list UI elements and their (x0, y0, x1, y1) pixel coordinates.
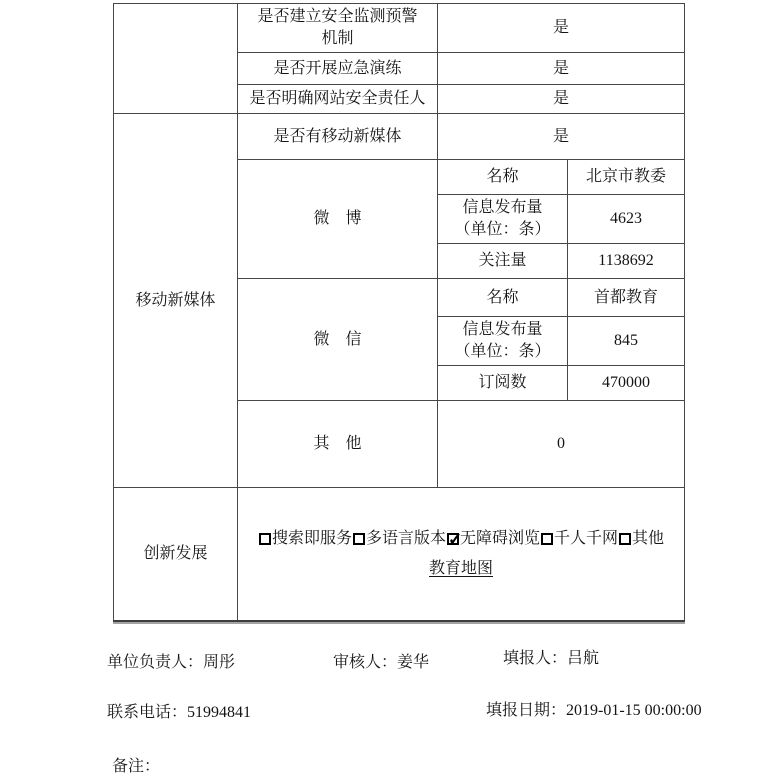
checkbox-label: 多语言版本 (365, 529, 446, 547)
cell-value-weibo-name: 北京市教委 (568, 160, 685, 195)
cell-label-wechat-subscribers: 订阅数 (438, 366, 568, 401)
checkbox-qianren-qianwang[interactable] (541, 533, 553, 545)
footer-label: 审核人： (333, 654, 398, 671)
cell-value-security-owner: 是 (438, 85, 685, 114)
checkbox-other[interactable] (619, 533, 631, 545)
footer-unit-head (107, 654, 235, 672)
cell-value-wechat-posts: 845 (568, 317, 685, 366)
cell-value-weibo-followers: 1138692 (568, 244, 685, 279)
cell-value-emergency-drill: 是 (438, 53, 685, 85)
cell-section-mobile-media: 移动新媒体 (114, 114, 238, 488)
cell-label-weibo-posts (438, 195, 568, 244)
footer-fill-date (486, 702, 702, 720)
footer-label: 填报日期： (486, 702, 567, 719)
footer-value-unit-head: 周彤 (203, 654, 236, 671)
cell-label-other-media: 其 他 (238, 401, 438, 488)
checkbox-label: 无障碍浏览 (460, 529, 541, 547)
cell-label-emergency-drill: 是否开展应急演练 (238, 53, 438, 85)
cell-value-weibo-posts: 4623 (568, 195, 685, 244)
footer-remarks-label: 备注： (112, 758, 161, 775)
cell-label-wechat-posts (438, 317, 568, 366)
footer-reviewer (333, 654, 429, 672)
checkbox-item-multilingual (352, 530, 446, 547)
label-line: 信息发布量 (462, 321, 543, 338)
cell-label-wechat-name: 名称 (438, 279, 568, 317)
cell-value-wechat-subscribers: 470000 (568, 366, 685, 401)
innovation-checkbox-row (242, 525, 680, 553)
footer-label: 联系电话： (107, 704, 188, 721)
innovation-other-detail: 教育地图 (429, 559, 494, 577)
footer-value-fill-date: 2019-01-15 00:00:00 (566, 702, 702, 719)
label-line: （单位：条） (454, 221, 551, 238)
checkbox-label: 搜索即服务 (271, 529, 352, 547)
checkbox-item-qianren-qianwang (540, 530, 618, 547)
footer-value-reviewer: 姜华 (397, 654, 430, 671)
footer-label: 单位负责人： (107, 654, 204, 671)
cell-section-innovation: 创新发展 (114, 488, 238, 621)
innovation-other-detail-row (242, 555, 680, 583)
cell-label-has-mobile-media: 是否有移动新媒体 (238, 114, 438, 160)
cell-label-wechat: 微 信 (238, 279, 438, 401)
cell-value-security-monitor-mechanism: 是 (438, 4, 685, 53)
annual-report-table (113, 3, 685, 622)
cell-label-weibo-followers: 关注量 (438, 244, 568, 279)
checkbox-multilingual[interactable] (353, 533, 365, 545)
cell-label-security-monitor-mechanism (238, 4, 438, 53)
label-line: 是否建立安全监测预警 (257, 8, 418, 25)
footer-label: 填报人： (503, 650, 568, 667)
cell-label-security-owner: 是否明确网站安全责任人 (238, 85, 438, 114)
footer-filler (503, 650, 599, 668)
checkbox-accessibility[interactable] (447, 533, 459, 545)
cell-label-weibo-name: 名称 (438, 160, 568, 195)
cell-value-wechat-name: 首都教育 (568, 279, 685, 317)
cell-value-other-media: 0 (438, 401, 685, 488)
checkbox-label: 千人千网 (554, 529, 619, 547)
footer-value-filler: 吕航 (567, 650, 600, 667)
cell-section-blank (114, 4, 238, 114)
footer-value-phone: 51994841 (187, 704, 252, 721)
cell-value-has-mobile-media: 是 (438, 114, 685, 160)
cell-innovation-options (238, 488, 685, 621)
label-line: 信息发布量 (462, 199, 543, 216)
checkbox-item-other (618, 530, 664, 547)
footer-phone (107, 704, 251, 722)
checkbox-item-search-service (258, 530, 352, 547)
cell-label-weibo: 微 博 (238, 160, 438, 279)
label-line: （单位：条） (454, 343, 551, 360)
checkbox-item-accessibility (446, 530, 540, 547)
checkbox-search-service[interactable] (259, 533, 271, 545)
checkbox-label: 其他 (632, 529, 665, 547)
label-line: 机制 (321, 30, 354, 47)
